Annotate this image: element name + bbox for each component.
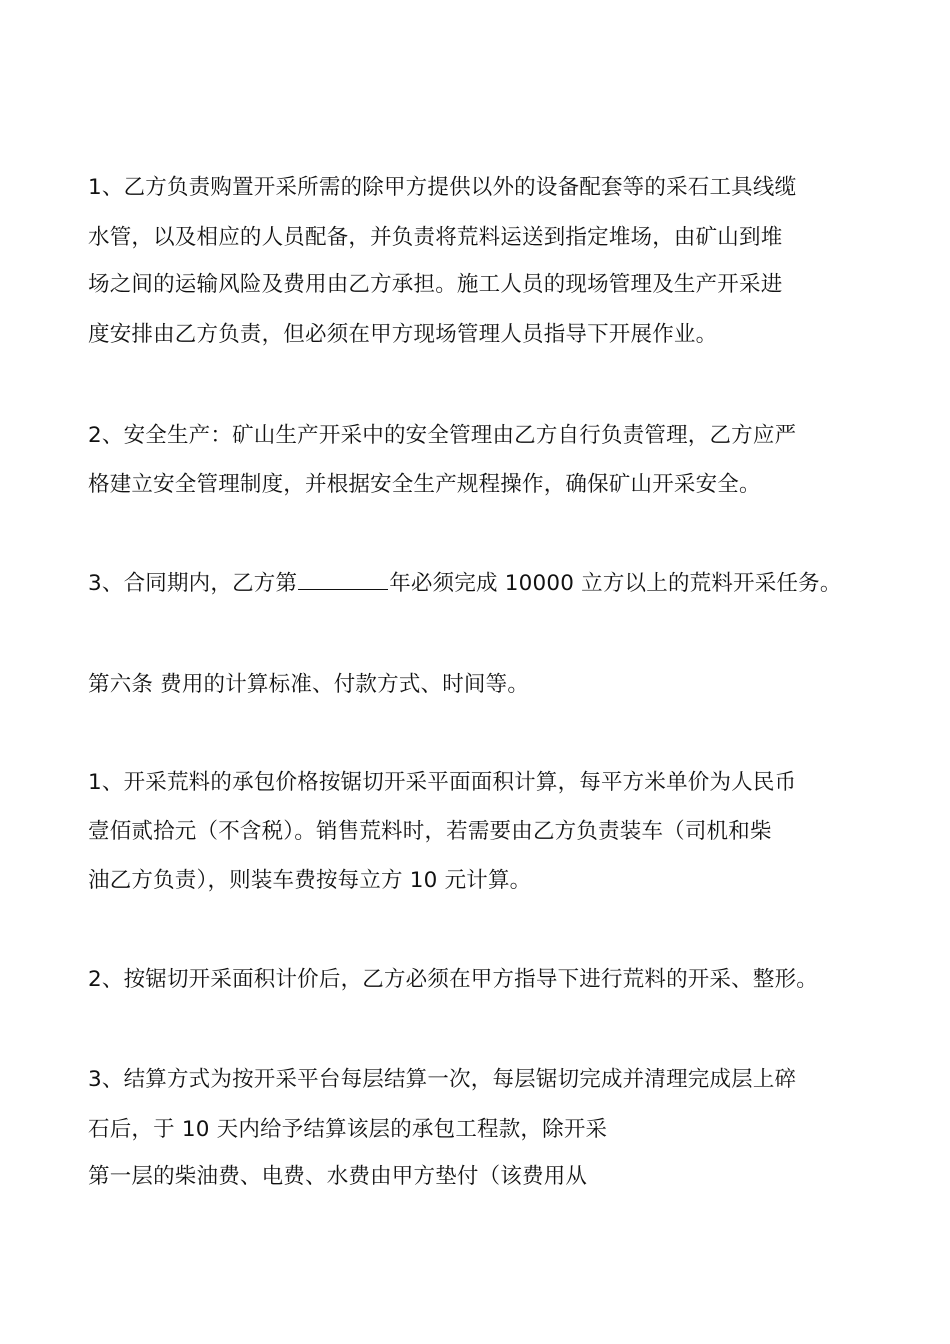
paragraph-line: 石后，于 10 天内给予结算该层的承包工程款，除开采 [88,1117,608,1142]
paragraph-line: 2、安全生产：矿山生产开采中的安全管理由乙方自行负责管理，乙方应严 [88,423,797,448]
paragraph-line: 壹佰贰拾元（不含税）。销售荒料时，若需要由乙方负责装车（司机和柴 [88,819,772,844]
paragraph-line: 2、按锯切开采面积计价后，乙方必须在甲方指导下进行荒料的开采、整形。 [88,967,818,992]
paragraph-line: 度安排由乙方负责，但必须在甲方现场管理人员指导下开展作业。 [88,322,718,347]
fill-in-blank [298,569,388,590]
paragraph-line-with-blank [88,569,842,598]
paragraph-line: 第一层的柴油费、电费、水费由甲方垫付（该费用从 [88,1164,588,1189]
blank-suffix-text: 年必须完成 10000 立方以上的荒料开采任务。 [389,571,842,596]
paragraph-line: 场之间的运输风险及费用由乙方承担。施工人员的现场管理及生产开采进 [88,272,783,297]
paragraph-line: 格建立安全管理制度，并根据安全生产规程操作，确保矿山开采安全。 [88,472,761,497]
blank-prefix-text: 3、合同期内，乙方第 [88,571,298,596]
paragraph-line: 1、乙方负责购置开采所需的除甲方提供以外的设备配套等的采石工具线缆 [88,175,797,200]
paragraph-line: 油乙方负责），则装车费按每立方 10 元计算。 [88,868,532,893]
paragraph-line: 3、结算方式为按开采平台每层结算一次，每层锯切完成并清理完成层上碎 [88,1067,797,1092]
section-heading: 第六条 费用的计算标准、付款方式、时间等。 [88,672,530,697]
paragraph-line: 1、开采荒料的承包价格按锯切开采平面面积计算，每平方米单价为人民币 [88,770,797,795]
paragraph-line: 水管，以及相应的人员配备，并负责将荒料运送到指定堆场，由矿山到堆 [88,225,783,250]
